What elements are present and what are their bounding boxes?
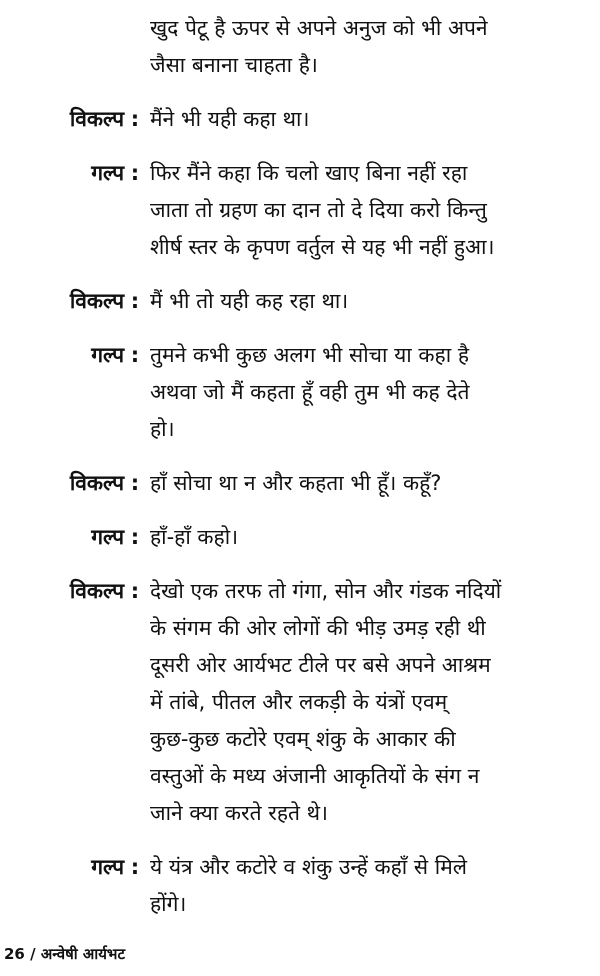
dialogue-text [150,283,578,320]
speaker-label [0,101,150,138]
dialogue-text [150,573,578,832]
text-line: ये यंत्र और कटोरे व शंकु उन्हें कहाँ से मिले [150,855,468,879]
text-line: तुमने कभी कुछ अलग भी सोचा या कहा है [150,343,469,367]
text-line: जाता तो ग्रहण का दान तो दे दिया करो किन्तु [150,198,487,222]
speaker-colon: : [130,289,140,313]
running-title: अन्वेषी आर्यभट [40,945,126,963]
text-line: खुद पेटू है ऊपर से अपने अनुज को भी अपने [150,16,488,40]
text-line: में तांबे, पीतल और लकड़ी के यंत्रों एवम् [150,690,448,714]
text-line: मैंने भी यही कहा था। [150,107,310,131]
dialogue-text [150,337,578,448]
speaker-colon: : [130,855,140,879]
dialogue-entry [0,337,600,448]
page-footer [4,944,125,964]
speaker-label [0,155,150,192]
dialogue-entry [0,155,600,266]
text-line: के संगम की ओर लोगों की भीड़ उमड़ रही थी [150,616,486,640]
text-line: दूसरी ओर आर्यभट टीले पर बसे अपने आश्रम [150,653,491,677]
text-line: होंगे। [150,892,187,916]
speaker-name: विकल्प [69,107,124,131]
speaker-colon: : [130,161,140,185]
speaker-colon: : [130,525,140,549]
speaker-name: गल्प [91,343,124,367]
text-line: शीर्ष स्तर के कृपण वर्तुल से यह भी नहीं हुआ। [150,235,495,259]
dialogue-entry [0,573,600,832]
dialogue-text [150,519,578,556]
text-line: अथवा जो मैं कहता हूँ वही तुम भी कह देते [150,380,470,404]
text-line: जैसा बनाना चाहता है। [150,53,318,77]
dialogue-text [150,101,578,138]
dialogue-entry [0,849,600,923]
speaker-name: विकल्प [69,579,124,603]
dialogue-text [150,465,578,502]
speaker-name: विकल्प [69,471,124,495]
dialogue-text [150,155,578,266]
speaker-label [0,465,150,502]
text-line: जाने क्या करते रहते थे। [150,801,329,825]
text-line: वस्तुओं के मध्य अंजानी आकृतियों के संग न [150,764,480,788]
speaker-label [0,573,150,610]
dialogue-entry [0,519,600,556]
dialogue-entry [0,465,600,502]
text-line: कुछ-कुछ कटोरे एवम् शंकु के आकार की [150,727,456,751]
speaker-name: गल्प [91,855,124,879]
speaker-label [0,283,150,320]
dialogue-entry [0,101,600,138]
text-line: हो। [150,417,175,441]
speaker-label [0,337,150,374]
speaker-name: गल्प [91,161,124,185]
dialogue-entry [0,10,600,84]
dialogue-body [0,10,600,940]
text-line: फिर मैंने कहा कि चलो खाए बिना नहीं रहा [150,161,468,185]
speaker-name: गल्प [91,525,124,549]
dialogue-text [150,849,578,923]
speaker-label [0,519,150,556]
speaker-name: विकल्प [69,289,124,313]
speaker-colon: : [130,107,140,131]
page-number: 26 [4,945,25,963]
speaker-label [0,849,150,886]
speaker-colon: : [130,471,140,495]
dialogue-entry [0,283,600,320]
text-line: हाँ-हाँ कहो। [150,525,239,549]
text-line: मैं भी तो यही कह रहा था। [150,289,349,313]
text-line: देखो एक तरफ तो गंगा, सोन और गंडक नदियों [150,579,502,603]
speaker-colon: : [130,343,140,367]
footer-separator: / [30,945,36,963]
text-line: हाँ सोचा था न और कहता भी हूँ। कहूँ? [150,471,442,495]
dialogue-text [150,10,578,84]
speaker-colon: : [130,579,140,603]
